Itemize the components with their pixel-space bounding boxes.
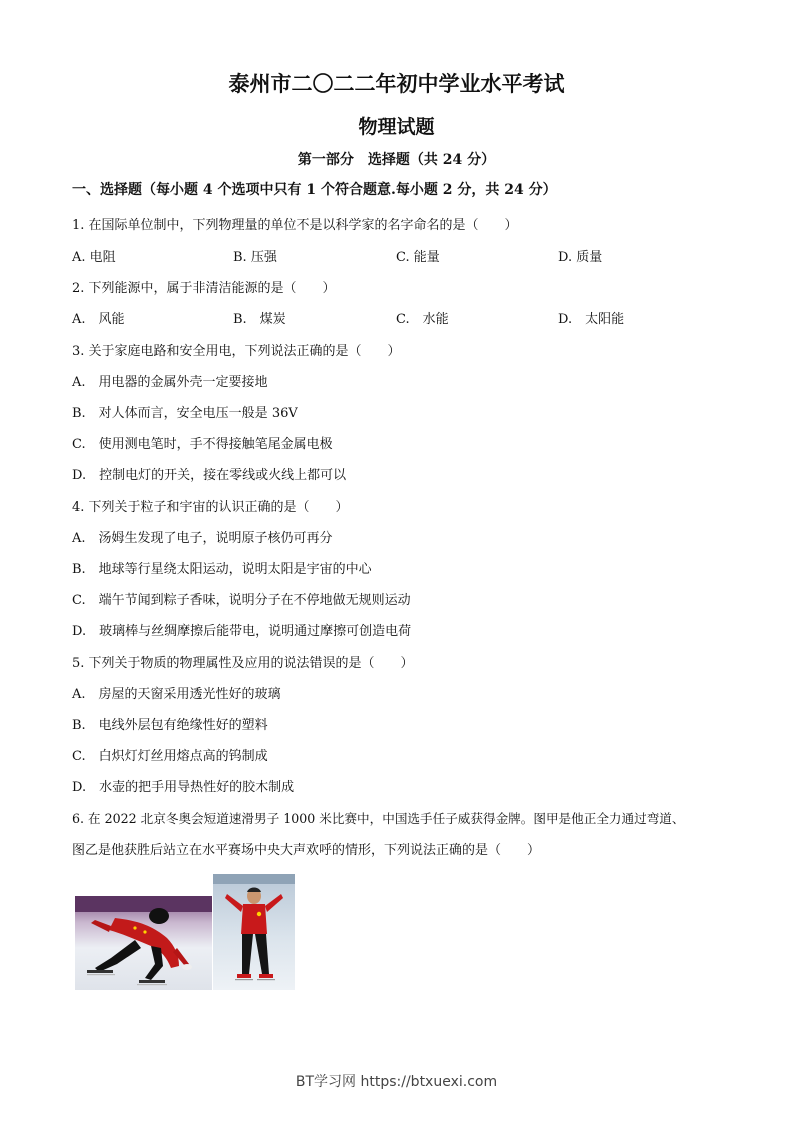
question-5-option-b: B. 电线外层包有绝缘性好的塑料 — [72, 718, 268, 733]
question-5-option-d: D. 水壶的把手用导热性好的胶木制成 — [72, 780, 295, 795]
part-title: 第一部分 选择题（共 24 分） — [297, 152, 496, 168]
exam-title: 泰州市二〇二二年初中学业水平考试 — [228, 71, 565, 96]
question-6-stem-line-2: 图乙是他获胜后站立在水平赛场中央大声欢呼的情形，下列说法正确的是（ ） — [72, 843, 541, 858]
question-5-option-a: A. 房屋的天窗采用透光性好的玻璃 — [72, 687, 281, 702]
question-2-option-c: C. 水能 — [396, 312, 449, 327]
question-2-option-b: B. 煤炭 — [233, 312, 286, 327]
question-1-stem: 1. 在国际单位制中，下列物理量的单位不是以科学家的名字命名的是（ ） — [72, 218, 518, 233]
question-3-option-b: B. 对人体而言，安全电压一般是 36V — [72, 406, 298, 421]
question-1-option-d: D. 质量 — [558, 250, 603, 265]
section-heading: 一、选择题（每小题 4 个选项中只有 1 个符合题意.每小题 2 分，共 24 分） — [72, 182, 557, 198]
question-4-option-c: C. 端午节闻到粽子香味，说明分子在不停地做无规则运动 — [72, 593, 411, 608]
question-6-stem-line-1: 6. 在 2022 北京冬奥会短道速滑男子 1000 米比赛中，中国选手任子威获得金牌。图甲是他正全力通过弯道、 — [72, 811, 685, 826]
question-2-option-d: D. 太阳能 — [558, 312, 625, 327]
question-3-option-d: D. 控制电灯的开关，接在零线或火线上都可以 — [72, 468, 347, 483]
subject-title: 物理试题 — [358, 116, 435, 138]
question-3-option-a: A. 用电器的金属外壳一定要接地 — [72, 375, 268, 390]
question-5-option-c: C. 白炽灯灯丝用熔点高的钨制成 — [72, 749, 268, 764]
skater-standing-photo — [213, 874, 295, 990]
question-1-option-c: C. 能量 — [396, 250, 440, 265]
question-2-option-a: A. 风能 — [72, 312, 125, 327]
question-5-stem: 5. 下列关于物质的物理属性及应用的说法错误的是（ ） — [72, 656, 414, 671]
skater-corner-photo — [75, 896, 212, 990]
question-4-option-b: B. 地球等行星绕太阳运动，说明太阳是宇宙的中心 — [72, 562, 372, 577]
question-2-stem: 2. 下列能源中，属于非清洁能源的是（ ） — [72, 281, 336, 296]
question-3-option-c: C. 使用测电笔时，手不得接触笔尾金属电极 — [72, 437, 333, 452]
footer-watermark: BT学习网 https://btxuexi.com — [295, 1074, 498, 1090]
question-4-option-a: A. 汤姆生发现了电子，说明原子核仍可再分 — [72, 531, 333, 546]
question-4-option-d: D. 玻璃棒与丝绸摩擦后能带电，说明通过摩擦可创造电荷 — [72, 624, 412, 639]
question-1-option-b: B. 压强 — [233, 250, 277, 265]
skater-corner-illustration — [75, 896, 212, 990]
skater-standing-illustration — [213, 874, 295, 990]
question-4-stem: 4. 下列关于粒子和宇宙的认识正确的是（ ） — [72, 500, 349, 515]
question-3-stem: 3. 关于家庭电路和安全用电，下列说法正确的是（ ） — [72, 344, 401, 359]
question-1-option-a: A. 电阻 — [72, 250, 116, 265]
